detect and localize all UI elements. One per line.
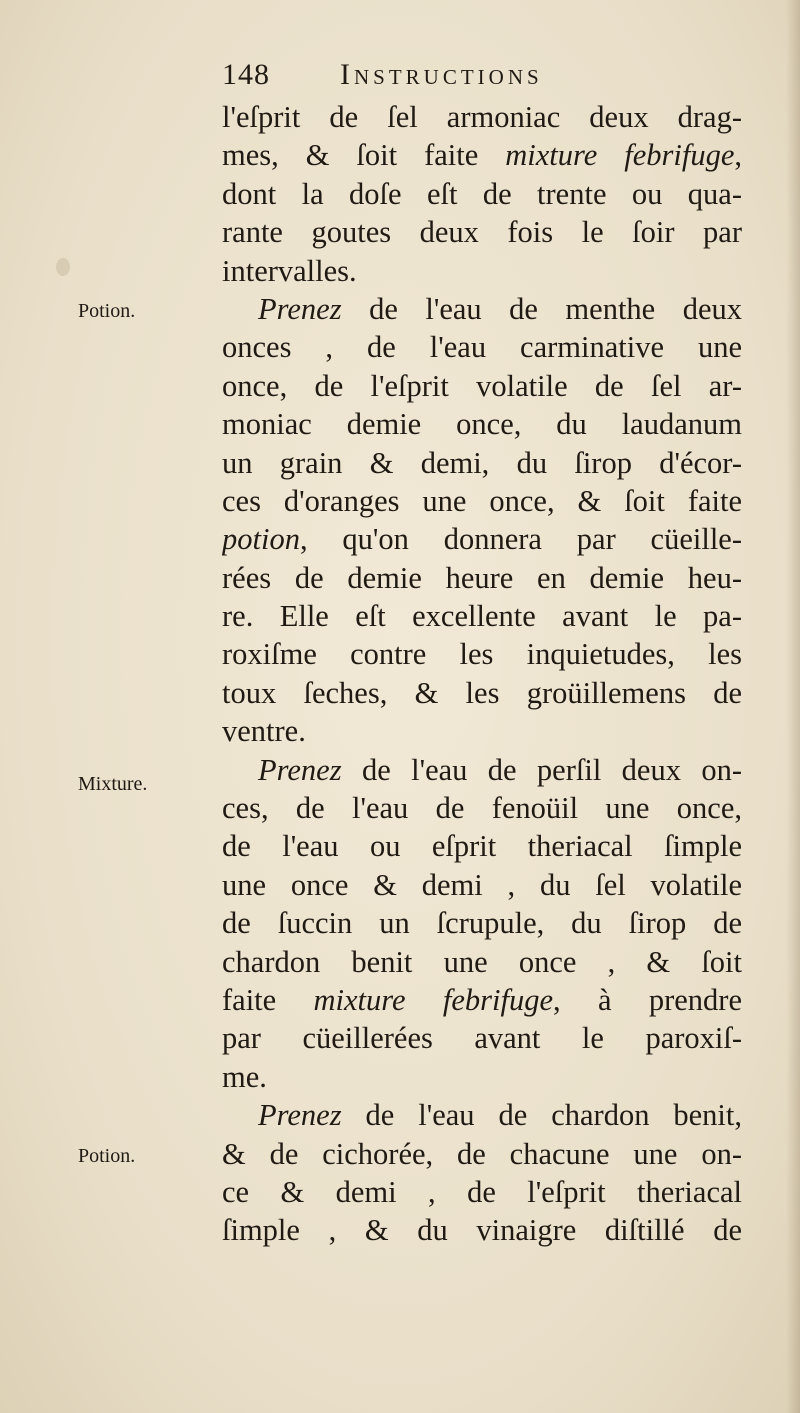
text-line: ſimple , & du vinaigre diſtillé de [222, 1213, 742, 1248]
text-line: rées de demie heure en demie heu- [222, 560, 742, 595]
italic-term: Prenez [258, 1098, 342, 1133]
page-number: 148 [222, 58, 270, 91]
margin-note-potion-2: Potion. [78, 1145, 136, 1167]
italic-term: mixture febrifuge [313, 982, 554, 1017]
text-line: rante goutes deux fois le ſoir par [222, 215, 742, 250]
running-title: Instructions [340, 58, 543, 91]
text-line: ces d'oranges une once, & ſoit faite [222, 483, 742, 518]
italic-term: Prenez [258, 291, 342, 326]
italic-term: potion [222, 522, 300, 557]
text-line: dont la doſe eſt de trente ou qua- [222, 176, 742, 211]
text-line: ces, de l'eau de fenoüil une once, [222, 791, 742, 826]
text-line: potion, qu'on donnera par cüeille- [222, 522, 742, 557]
text-line: Prenez de l'eau de chardon benit, [258, 1098, 742, 1133]
text-line: de ſuccin un ſcrupule, du ſirop de [222, 906, 742, 941]
text-line: once, de l'eſprit volatile de ſel ar- [222, 368, 742, 403]
text-line: ce & demi , de l'eſprit theriacal [222, 1174, 742, 1209]
text-line: l'eſprit de ſel armoniac deux drag- [222, 100, 742, 134]
text-line: Prenez de l'eau de perſil deux on- [258, 752, 742, 787]
paper-stain [56, 258, 70, 276]
text-line: une once & demi , du ſel volatile [222, 867, 742, 902]
page-header [222, 58, 742, 98]
text-line: de l'eau ou eſprit theriacal ſimple [222, 829, 742, 864]
text-line: roxiſme contre les inquietudes, les [222, 637, 742, 672]
text-line: onces , de l'eau carminative une [222, 330, 742, 365]
text-line: re. Elle eſt excellente avant le pa- [222, 599, 742, 634]
text-line: intervalles. [222, 253, 357, 288]
text-line: moniac demie once, du laudanum [222, 407, 742, 442]
margin-note-potion-1: Potion. [78, 300, 136, 322]
italic-term: Prenez [258, 752, 342, 787]
text-line: par cüeillerées avant le paroxiſ- [222, 1021, 742, 1056]
text-line: chardon benit une once , & ſoit [222, 944, 742, 979]
text-line: me. [222, 1059, 267, 1094]
text-line: toux ſeches, & les groüillemens de [222, 675, 742, 710]
text-line: Prenez de l'eau de menthe deux [258, 291, 742, 326]
italic-term: mixture febrifuge [505, 138, 735, 173]
text-line: ventre. [222, 714, 306, 749]
text-line: & de cichorée, de chacune une on- [222, 1136, 742, 1171]
text-line: un grain & demi, du ſirop d'écor- [222, 445, 742, 480]
text-line: faite mixture febrifuge, à prendre [222, 982, 742, 1017]
page-edge-shadow [786, 0, 800, 1413]
margin-note-mixture: Mixture. [78, 773, 148, 795]
body-text [222, 98, 742, 1250]
text-line: mes, & ſoit faite mixture febrifuge, [222, 138, 742, 173]
